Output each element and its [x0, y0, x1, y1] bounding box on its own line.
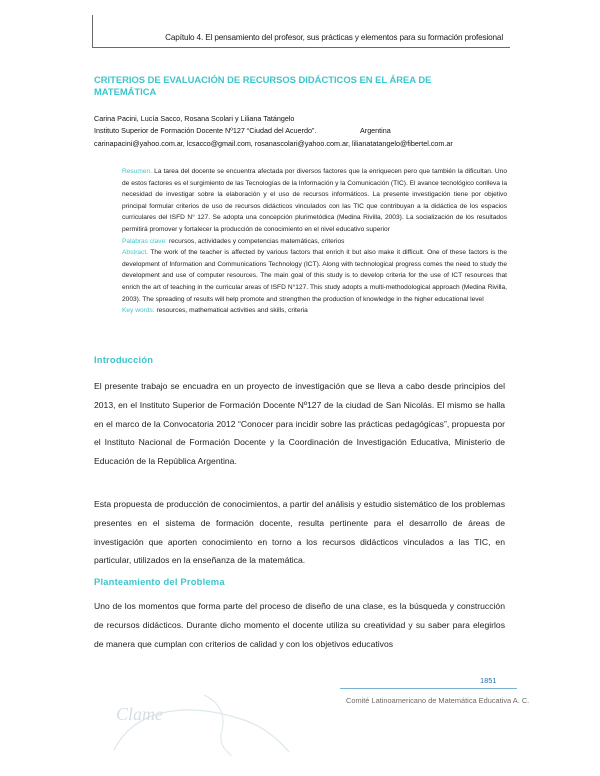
palabras-clave-line [122, 236, 507, 248]
author-emails: carinapacini@yahoo.com.ar, lcsacco@gmail.com, rosanascolari@yahoo.com.ar, lilianatatangelo@fibertel.com.ar [94, 138, 453, 148]
palabras-clave-text: recursos, actividades y competencias matemáticas, criterios [168, 237, 345, 245]
country: Argentina [360, 126, 391, 136]
keywords-line [122, 305, 507, 317]
logo-text: Clame [116, 704, 163, 724]
abstract-block [122, 166, 507, 317]
intro-paragraph-2: Esta propuesta de producción de conocimientos, a partir del análisis y estudio sistemático de los problemas presentes en el sistema de formación docente, resulta pertinente para el desarrollo de áreas de investigación que aporten conocimiento en torno a los recursos didácticos vinculados a las TIC, en particular, utilizados en la enseñanza de la matemática. [94, 499, 505, 566]
abstract-label: Abstract. [122, 249, 149, 257]
author-names: Carina Pacini, Lucía Sacco, Rosana Scolari y Liliana Tatángelo [94, 114, 295, 123]
footer-organization: Comité Latinoamericano de Matemática Educativa A. C. [346, 696, 530, 705]
keywords-label: Key words: [122, 307, 155, 315]
resumen-paragraph [122, 166, 507, 236]
section-title-planteamiento: Planteamiento del Problema [94, 576, 225, 587]
header-rule [92, 15, 510, 48]
author-block [94, 113, 453, 150]
page-number: 1851 [480, 676, 497, 685]
clame-logo [94, 690, 294, 760]
footer-rule [340, 688, 517, 689]
problem-paragraph-1: Uno de los momentos que forma parte del proceso de diseño de una clase, es la búsqueda y construcción de recursos didácticos. Durante dicho momento el docente utiliza su creatividad y su saber para elegirlos de manera que cumplan con criterios de calidad y con los objetivos educativos [94, 601, 505, 649]
section-title-introduccion: Introducción [94, 354, 154, 365]
keywords-text: resources, mathematical activities and skills, criteria [156, 307, 308, 315]
palabras-clave-label: Palabras clave: [122, 237, 168, 245]
paper-title: CRITERIOS DE EVALUACIÓN DE RECURSOS DIDÁCTICOS EN EL ÁREA DE MATEMÁTICA [94, 74, 432, 97]
resumen-label: Resumen. [122, 168, 153, 175]
english-abstract-paragraph [122, 247, 507, 305]
institution: Instituto Superior de Formación Docente Nº127 “Ciudad del Acuerdo”. [94, 126, 317, 136]
resumen-text: La tarea del docente se encuentra afectada por diversos factores que la enriquecen pero que también la dificultan. Uno de estos factores es el surgimiento de las Tecnologías de la Información y la Comunicación (TIC). El avance tecnológico conlleva la necesidad de investigar sobre la elaboración y el uso de recursos informáticos. La presente investigación tiene por objetivo principal formular criterios de uso de recursos didácticos vinculados con las TIC que contribuyan a la didáctica de los espacios curriculares del ISFD N° 127. Se adopta una concepción plurimetódica (Medina Rivilla, 2003). La socialización de los resultados permitirá promover y fortalecer la producción de conocimiento en el nivel educativo superior [122, 168, 507, 233]
abstract-text: The work of the teacher is affected by various factors that enrich it but also make it difficult. One of these factors is the development of Information and Communications Technology (ICT). Along with technological progress comes the need to study the development and use of computer resources. The main goal of this study is to develop criteria for the use of ICT resources that enrich the art of teaching in the curricular areas of ISFD N°127. This study adopts a multi-methodological approach (Medina Rivilla, 2003). The spreading of results will help promote and strengthen the production of knowledge in the higher educational level [122, 249, 508, 303]
chapter-header: Capítulo 4. El pensamiento del profesor, sus prácticas y elementos para su formación profesional [165, 33, 503, 42]
intro-paragraph-1: El presente trabajo se encuadra en un proyecto de investigación que se lleva a cabo desde principios del 2013, en el Instituto Superior de Formación Docente Nº127 de la ciudad de San Nicolás. El mismo se halla en el marco de la Convocatoria 2012 “Conocer para incidir sobre las prácticas pedagógicas”, propuesta por el Instituto Nacional de Formación Docente y la Coordinación de Investigación Educativa, Ministerio de Educación de la República Argentina. [94, 381, 505, 467]
institution-line [94, 125, 453, 137]
